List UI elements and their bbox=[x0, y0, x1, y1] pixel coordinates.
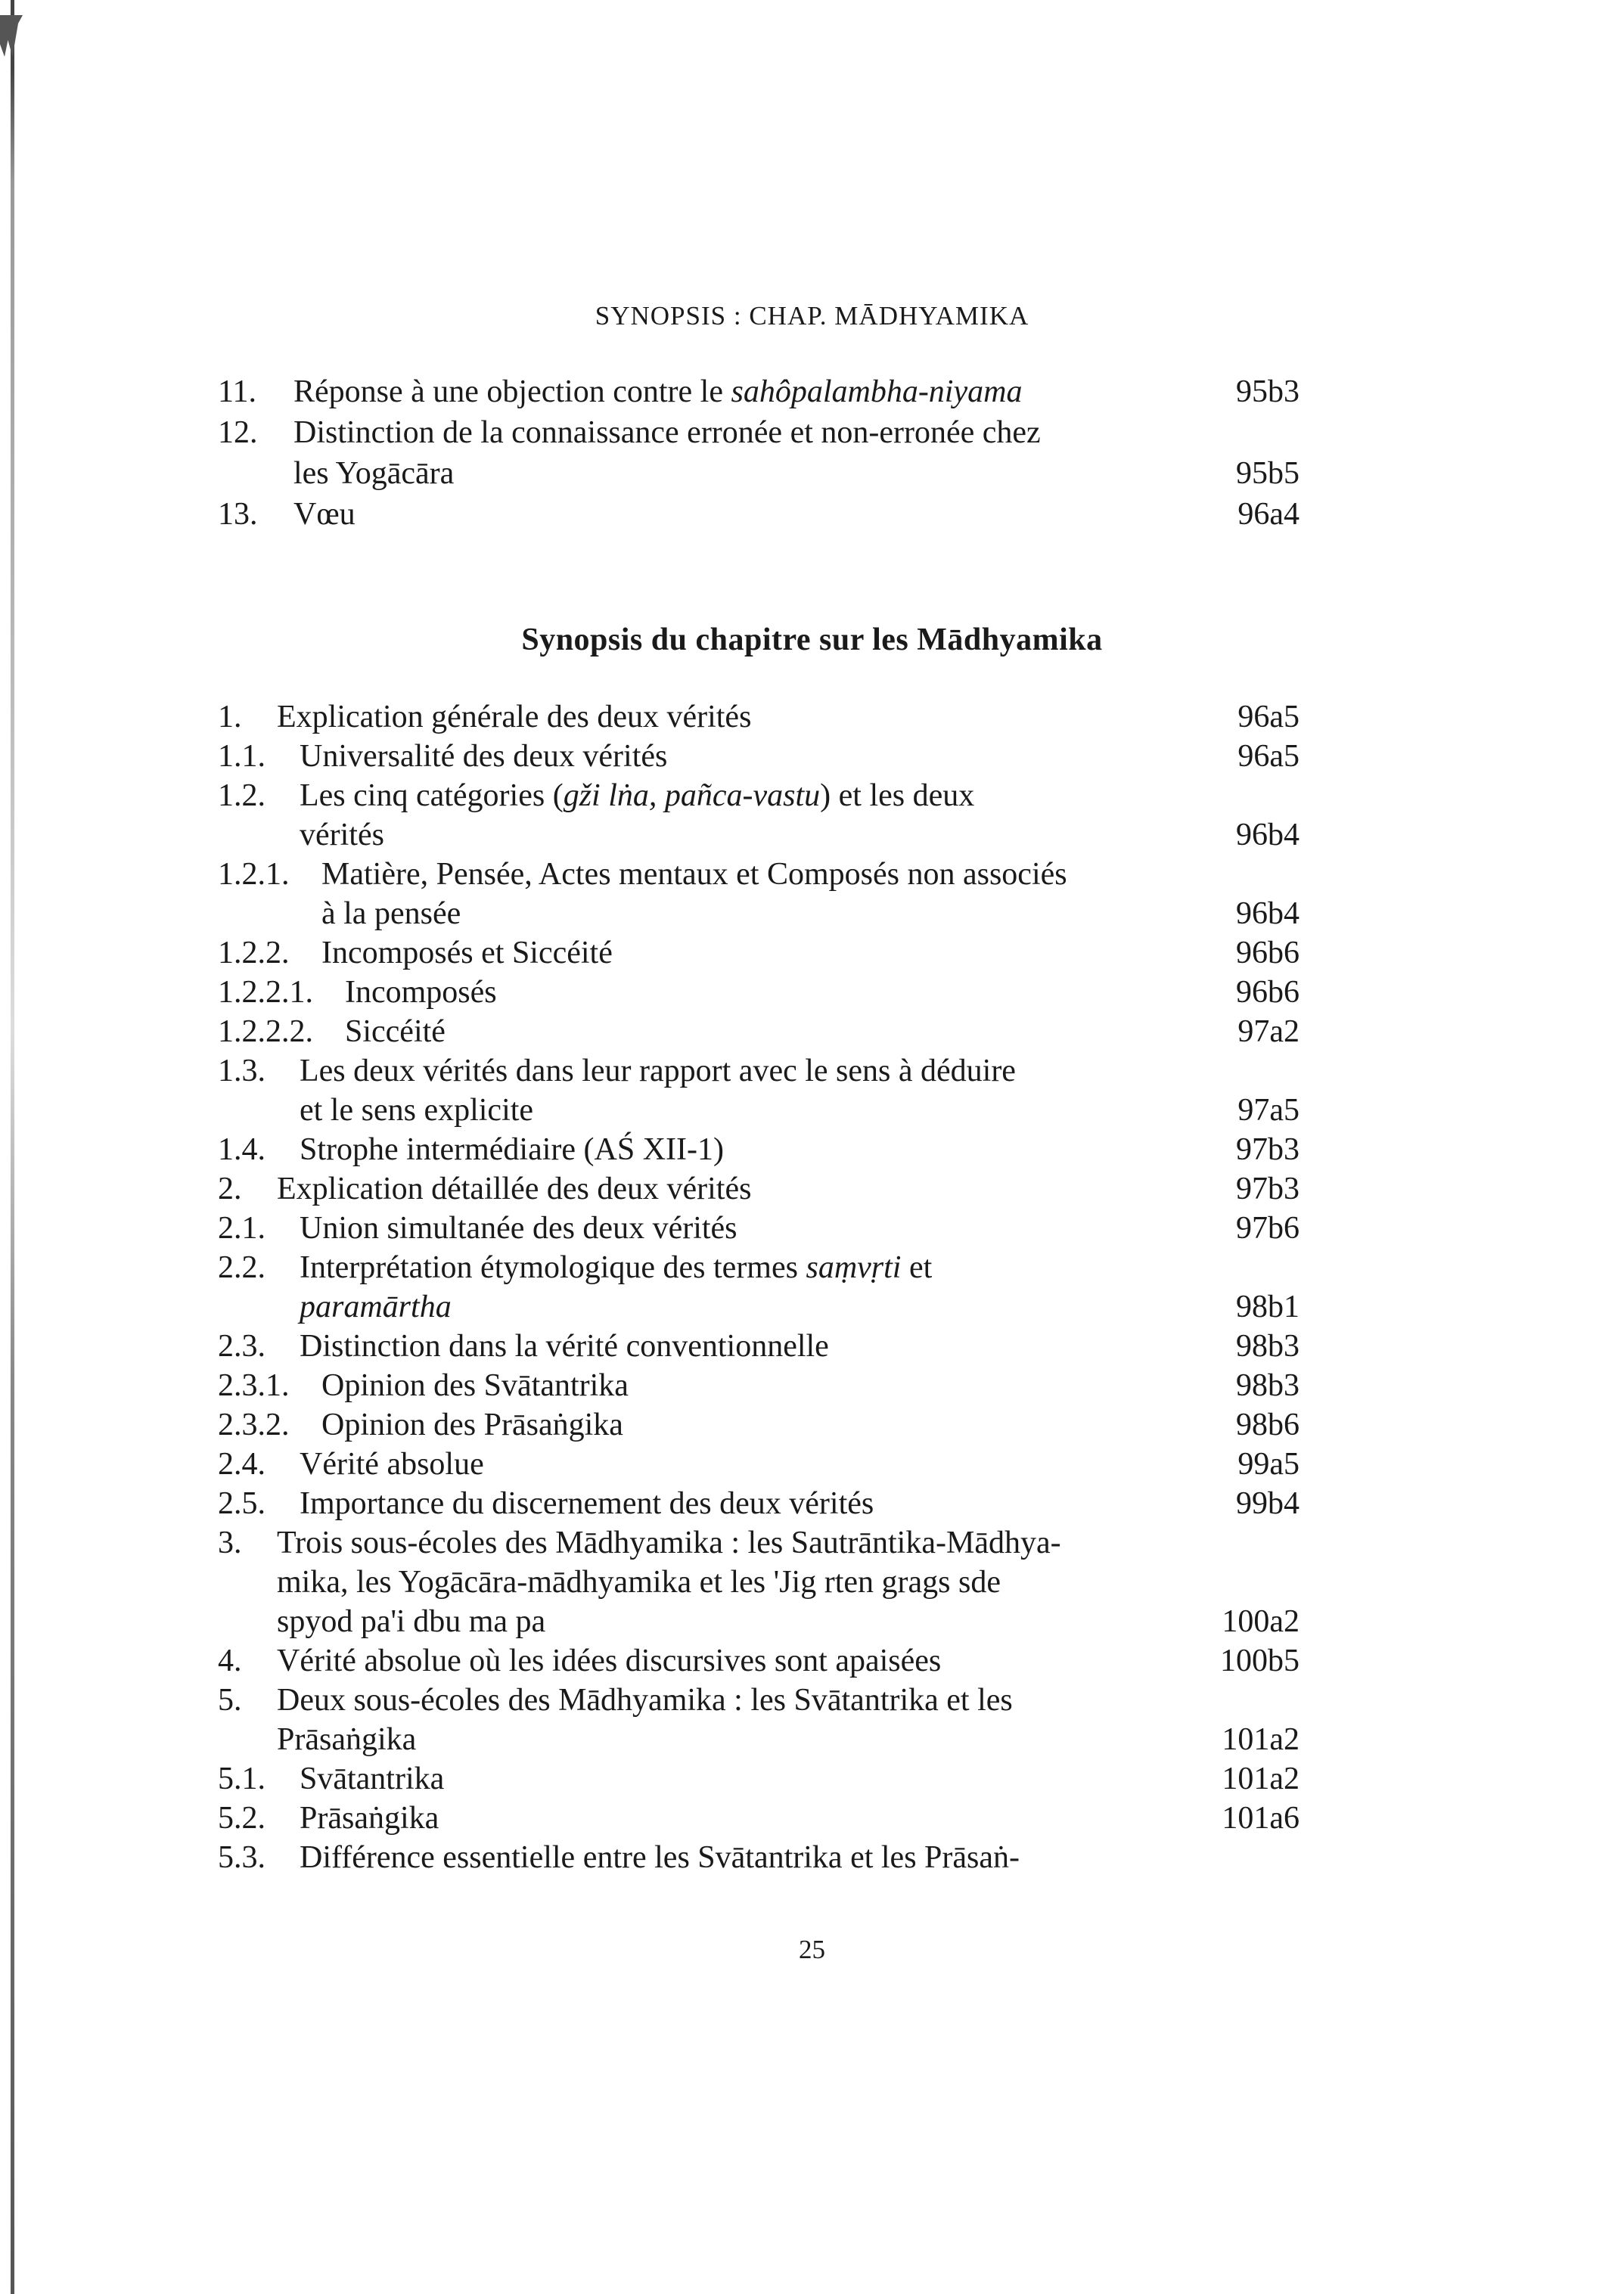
entry-page: 100a2 bbox=[1222, 1604, 1300, 1639]
entry-number: 13. bbox=[218, 497, 258, 532]
entry-page: 97b3 bbox=[1236, 1172, 1300, 1206]
entry-page: 95b3 bbox=[1236, 374, 1300, 409]
entry-page: 96a5 bbox=[1237, 739, 1300, 774]
entry-number: 2. bbox=[218, 1172, 242, 1206]
section-title: Synopsis du chapitre sur les Mādhyamika bbox=[521, 622, 1103, 657]
entry-number: 5.2. bbox=[218, 1801, 265, 1836]
entry-number: 2.4. bbox=[218, 1447, 265, 1482]
entry-page: 101a6 bbox=[1222, 1801, 1300, 1836]
entry-number: 1.2. bbox=[218, 778, 265, 813]
entry-number: 2.3. bbox=[218, 1329, 265, 1364]
entry-page: 96b6 bbox=[1236, 975, 1300, 1010]
entry-page: 98b3 bbox=[1236, 1368, 1300, 1403]
entry-page: 96b4 bbox=[1236, 896, 1300, 931]
entry-page: 98b6 bbox=[1236, 1408, 1300, 1442]
entry-number: 2.2. bbox=[218, 1250, 265, 1285]
entry-number: 2.1. bbox=[218, 1211, 265, 1246]
entry-text: Importance du discernement des deux vérités bbox=[300, 1486, 874, 1521]
entry-page: 96b6 bbox=[1236, 936, 1300, 970]
entry-number: 1.1. bbox=[218, 739, 265, 774]
entry-number: 1.3. bbox=[218, 1054, 265, 1088]
entry-text: Prāsaṅgika bbox=[300, 1801, 439, 1836]
page-number: 25 bbox=[799, 1935, 825, 1964]
entry-text: Union simultanée des deux vérités bbox=[300, 1211, 737, 1246]
entry-page: 100b5 bbox=[1220, 1644, 1300, 1678]
entry-number: 2.5. bbox=[218, 1486, 265, 1521]
entry-text: Siccéité bbox=[345, 1014, 446, 1049]
entry-number: 3. bbox=[218, 1526, 242, 1560]
entry-text: Deux sous-écoles des Mādhyamika : les Svātantrika et les bbox=[277, 1683, 1013, 1718]
entry-number: 5. bbox=[218, 1683, 242, 1718]
entry-page: 97a5 bbox=[1237, 1093, 1300, 1128]
entry-text: vérités bbox=[300, 818, 384, 852]
entry-text: paramārtha bbox=[300, 1290, 452, 1324]
entry-text: Vérité absolue où les idées discursives sont apaisées bbox=[277, 1644, 942, 1678]
entry-number: 1.2.1. bbox=[218, 857, 290, 892]
entry-page: 101a2 bbox=[1222, 1762, 1300, 1796]
entry-page: 101a2 bbox=[1222, 1722, 1300, 1757]
entry-number: 4. bbox=[218, 1644, 242, 1678]
entry-text: Opinion des Svātantrika bbox=[321, 1368, 629, 1403]
entry-text: Universalité des deux vérités bbox=[300, 739, 668, 774]
entry-page: 97b6 bbox=[1236, 1211, 1300, 1246]
entry-number: 2.3.2. bbox=[218, 1408, 290, 1442]
entry-number: 2.3.1. bbox=[218, 1368, 290, 1403]
entry-number: 1.4. bbox=[218, 1132, 265, 1167]
entry-text: Incomposés et Siccéité bbox=[321, 936, 613, 970]
entry-text: Explication générale des deux vérités bbox=[277, 700, 752, 734]
entry-page: 98b3 bbox=[1236, 1329, 1300, 1364]
entry-text: Vérité absolue bbox=[300, 1447, 484, 1482]
entry-page: 98b1 bbox=[1236, 1290, 1300, 1324]
running-head: SYNOPSIS : CHAP. MĀDHYAMIKA bbox=[595, 301, 1029, 331]
entry-text: mika, les Yogācāra-mādhyamika et les 'Jig rten grags sde bbox=[277, 1565, 1001, 1600]
entry-text: Vœu bbox=[293, 497, 356, 532]
entry-text: Les deux vérités dans leur rapport avec le sens à déduire bbox=[300, 1054, 1016, 1088]
entry-number: 1.2.2.2. bbox=[218, 1014, 313, 1049]
entry-text: Matière, Pensée, Actes mentaux et Composés non associés bbox=[321, 857, 1067, 892]
entry-number: 1.2.2.1. bbox=[218, 975, 313, 1010]
entry-text: Distinction de la connaissance erronée et non-erronée chez bbox=[293, 415, 1041, 450]
entry-page: 96a4 bbox=[1237, 497, 1300, 532]
entry-page: 99a5 bbox=[1237, 1447, 1300, 1482]
entry-text: Opinion des Prāsaṅgika bbox=[321, 1408, 623, 1442]
entry-text: les Yogācāra bbox=[293, 456, 455, 491]
entry-number: 5.1. bbox=[218, 1762, 265, 1796]
entry-text: Distinction dans la vérité conventionnelle bbox=[300, 1329, 829, 1364]
entry-text: spyod pa'i dbu ma pa bbox=[277, 1604, 546, 1639]
entry-text: Incomposés bbox=[345, 975, 497, 1010]
entry-text: Svātantrika bbox=[300, 1762, 445, 1796]
entry-text: à la pensée bbox=[321, 896, 461, 931]
entry-page: 99b4 bbox=[1236, 1486, 1300, 1521]
entry-page: 97b3 bbox=[1236, 1132, 1300, 1167]
entry-text: Réponse à une objection contre le sahôpalambha-niyama bbox=[293, 374, 1023, 409]
entry-number: 12. bbox=[218, 415, 258, 450]
entry-number: 5.3. bbox=[218, 1840, 265, 1875]
entry-number: 1. bbox=[218, 700, 242, 734]
entry-page: 97a2 bbox=[1237, 1014, 1300, 1049]
entry-text: Différence essentielle entre les Svātantrika et les Prāsaṅ- bbox=[300, 1840, 1020, 1875]
entry-text: Les cinq catégories (gži lṅa, pañca-vastu) et les deux bbox=[300, 778, 975, 813]
entry-text: Trois sous-écoles des Mādhyamika : les Sautrāntika-Mādhya- bbox=[277, 1526, 1061, 1560]
entry-text: Interprétation étymologique des termes saṃvṛti et bbox=[300, 1250, 933, 1285]
entry-page: 96b4 bbox=[1236, 818, 1300, 852]
entry-text: Prāsaṅgika bbox=[277, 1722, 417, 1757]
entry-text: et le sens explicite bbox=[300, 1093, 534, 1128]
entry-text: Explication détaillée des deux vérités bbox=[277, 1172, 752, 1206]
entry-number: 1.2.2. bbox=[218, 936, 290, 970]
entry-text: Strophe intermédiaire (AŚ XII-1) bbox=[300, 1132, 724, 1167]
entry-page: 96a5 bbox=[1237, 700, 1300, 734]
entry-number: 11. bbox=[218, 374, 256, 409]
entry-page: 95b5 bbox=[1236, 456, 1300, 491]
